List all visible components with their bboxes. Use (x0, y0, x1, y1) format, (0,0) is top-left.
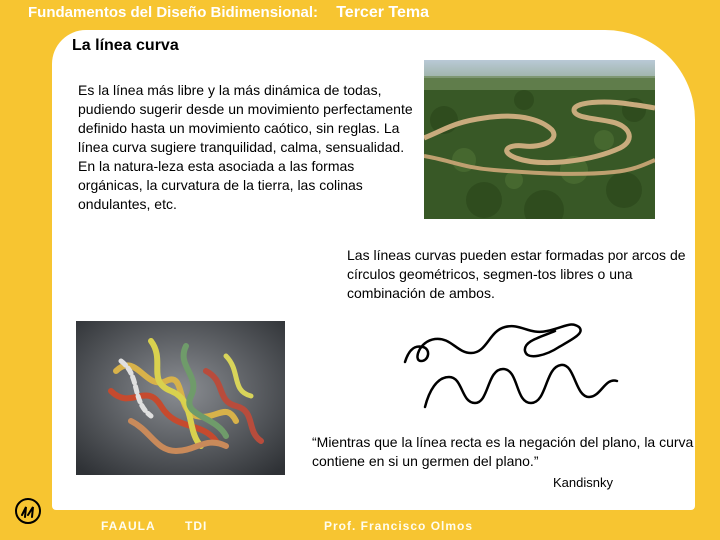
footer-department: TDI (185, 519, 208, 533)
quote-author: Kandisnky (553, 475, 613, 490)
footer-professor: Prof. Francisco Olmos (324, 519, 474, 533)
intro-paragraph: Es la línea más libre y la más dinámica de todas, pudiendo sugerir desde un movimiento perfectamente definido hasta un movimiento caótico, sin reglas. La línea curva sugiere tranquilidad, calma, sensualidad. En la natura-leza esta asociada a las formas orgánicas, la curvatura de la tierra, las colinas ondulantes, etc. (78, 82, 413, 212)
faaula-logo-icon (14, 497, 42, 525)
topic-title: Tercer Tema (336, 4, 430, 21)
snakes-photo (76, 321, 285, 475)
footer-school: FAAULA (101, 519, 156, 533)
curves-paragraph: Las líneas curvas pueden estar formadas por arcos de círculos geométricos, segmen-tos libres o una combinación de ambos. (347, 247, 686, 301)
quote-text: “Mientras que la línea recta es la negación del plano, la curva contiene en si un germen del plano.” (312, 434, 694, 469)
header (28, 4, 429, 26)
river-meander-photo (424, 60, 655, 219)
slide-title: La línea curva (72, 37, 179, 54)
curve-lines-illustration (395, 317, 625, 415)
course-title: Fundamentos del Diseño Bidimensional: (28, 4, 319, 21)
